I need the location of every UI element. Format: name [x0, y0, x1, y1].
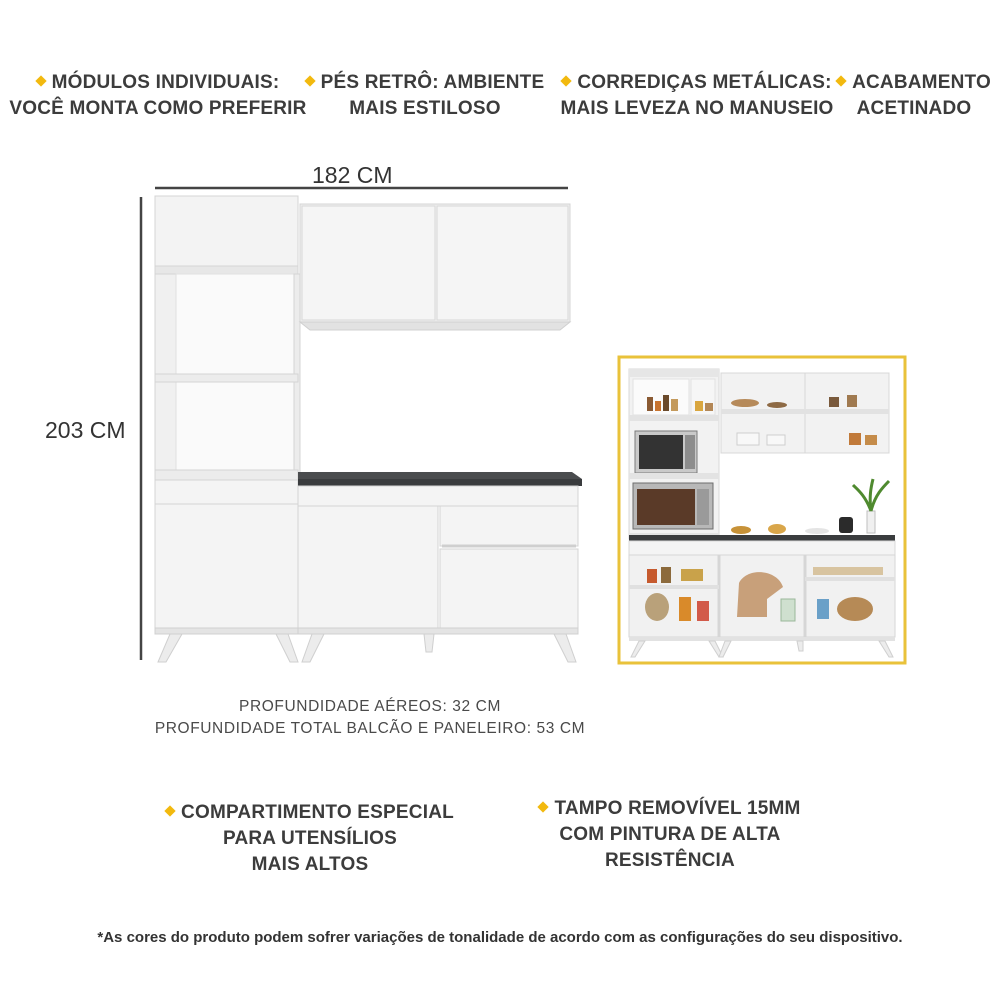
feature-pes-retro: PÉS RETRÔ: AMBIENTE MAIS ESTILOSO — [305, 70, 545, 122]
feature-modulos: MÓDULOS INDIVIDUAIS: VOCÊ MONTA COMO PREFERIR — [9, 72, 307, 119]
retro-legs — [158, 634, 576, 662]
feature-corredicas: CORREDIÇAS METÁLICAS: MAIS LEVEZA NO MANUSEIO — [560, 72, 834, 119]
feature-tampo: TAMPO REMOVÍVEL 15MM COM PINTURA DE ALTA RESISTÊNCIA — [520, 796, 820, 874]
depth-info: PROFUNDIDADE AÉREOS: 32 CM PROFUNDIDADE TOTAL BALCÃO E PANELEIRO: 53 CM — [154, 698, 586, 737]
paneleiro-unit — [155, 196, 300, 634]
product-photo-inset — [617, 355, 907, 665]
diamond-bullet-icon — [538, 801, 549, 812]
height-dimension-label: 203 CM — [45, 417, 126, 443]
feature-acabamento: ACABAMENTO ACETINADO — [830, 70, 998, 122]
balcao-unit — [298, 472, 582, 634]
width-dimension-label: 182 CM — [312, 162, 393, 188]
aereo-unit — [300, 204, 570, 330]
color-disclaimer: *As cores do produto podem sofrer variações de tonalidade de acordo com as configurações do seu dispositivo. — [97, 929, 903, 946]
feature-compartimento: COMPARTIMENTO ESPECIAL PARA UTENSÍLIOS MAIS ALTOS — [150, 800, 470, 878]
diamond-bullet-icon — [164, 805, 175, 816]
